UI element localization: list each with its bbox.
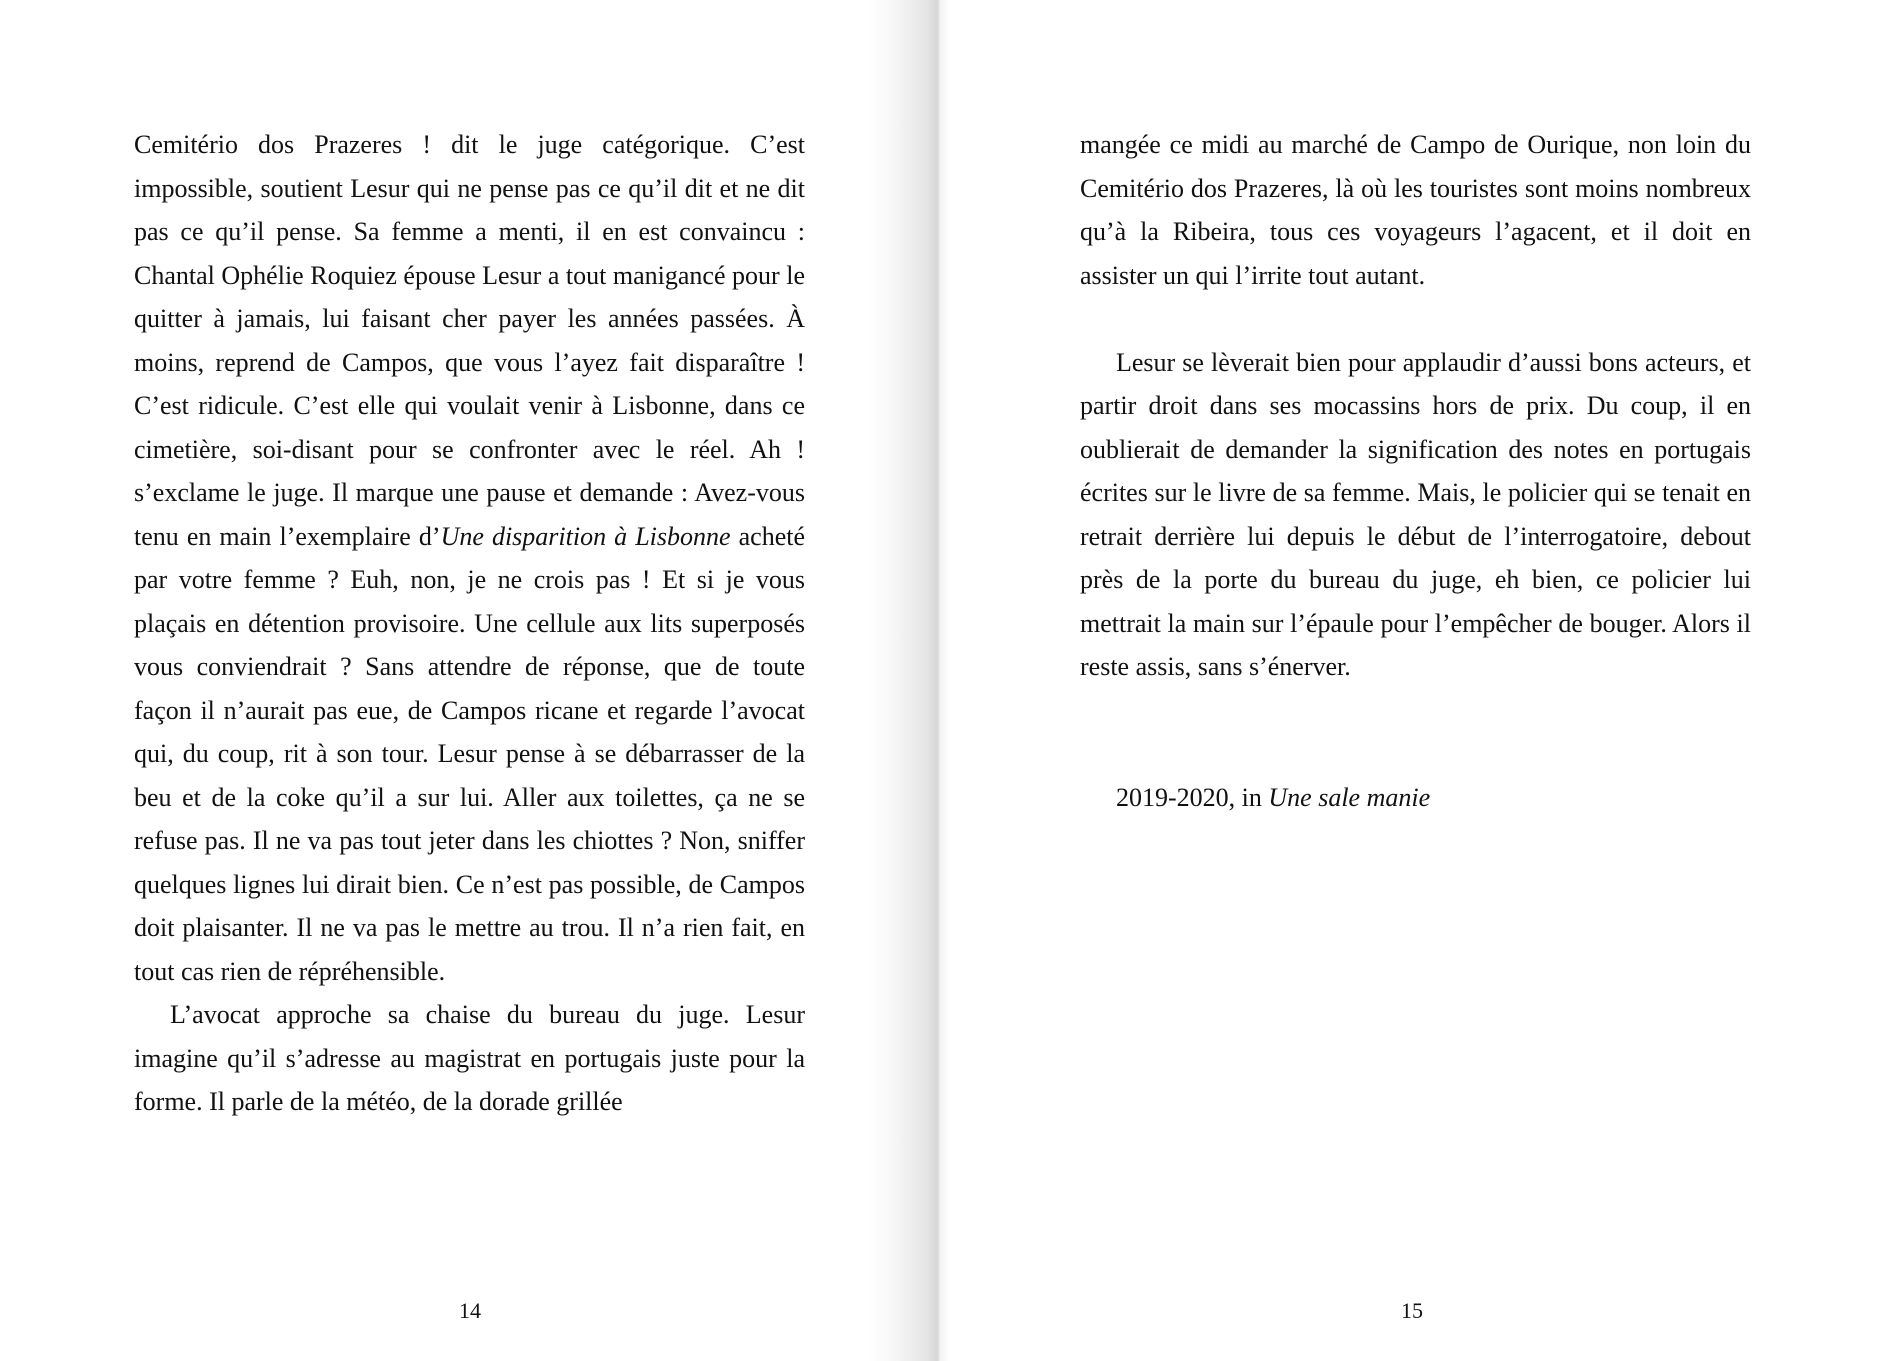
page-number-left: 14 bbox=[459, 1298, 481, 1323]
signature-line bbox=[1080, 776, 1751, 820]
left-paragraph-2: L’avocat approche sa chaise du bureau du juge. Lesur imagine qu’il s’adresse au magistrat en portugais juste pour la forme. Il parle de la météo, de la dorade grillée bbox=[134, 1000, 805, 1116]
signature-prefix: 2019-2020, in bbox=[1116, 782, 1269, 812]
book-title: Une disparition à Lisbonne bbox=[440, 521, 731, 551]
left-paragraph-1-continued: acheté par votre femme ? Euh, non, je ne crois pas ! Et si je vous plaçais en détention provisoire. Une cellule aux lits superposés vous conviendrait ? Sans attendre de réponse, que de toute façon il n’aurait pas eue, de Campos ricane et regarde l’avocat qui, du coup, rit à son tour. Lesur pense à se débarrasser de la beu et de la coke qu’il a sur lui. Aller aux toilettes, ça ne se refuse pas. Il ne va pas tout jeter dans les chiottes ? Non, sniffer quelques lignes lui dirait bien. Ce n’est pas possible, de Campos doit plaisanter. Il ne va pas le mettre au trou. Il n’a rien fait, en tout cas rien de répréhensible. bbox=[134, 521, 805, 986]
right-page bbox=[940, 0, 1878, 1361]
left-paragraph-1-text: Cemitério dos Prazeres ! dit le juge catégorique. C’est impossible, soutient Lesur qui ne pense pas ce qu’il dit et ne dit pas ce qu’il pense. Sa femme a menti, il en est convaincu : Chantal Ophélie Roquiez épouse Lesur a tout manigancé pour le quitter à jamais, lui faisant cher payer les années passées. À moins, reprend de Campos, que vous l’ayez fait disparaître ! C’est ridicule. C’est elle qui voulait venir à Lisbonne, dans ce cimetière, soi-disant pour se confronter avec le réel. Ah ! s’exclame le juge. Il marque une pause et demande : Avez-vous tenu en main l’exemplaire d’ bbox=[134, 130, 805, 551]
left-page-text bbox=[134, 123, 805, 1124]
right-paragraph-2: Lesur se lèverait bien pour applaudir d’aussi bons acteurs, et partir droit dans ses mocassins hors de prix. Du coup, il en oublierait de demander la signification des notes en portugais écrites sur le livre de sa femme. Mais, le policier qui se tenait en retrait derrière lui depuis le début de l’interrogatoire, debout près de la porte du bureau du juge, eh bien, ce policier lui mettrait la main sur l’épaule pour l’empêcher de bouger. Alors il reste assis, sans s’énerver. bbox=[1080, 347, 1751, 681]
right-page-text bbox=[1080, 123, 1751, 819]
page-number-right: 15 bbox=[1401, 1298, 1423, 1323]
section-spacer bbox=[1080, 689, 1751, 776]
right-paragraph-1: mangée ce midi au marché de Campo de Ourique, non loin du Cemitério dos Prazeres, là où les touristes sont moins nombreux qu’à la Ribeira, tous ces voyageurs l’agacent, et il doit en assister un qui l’irrite tout autant. bbox=[1080, 130, 1751, 290]
signature-title: Une sale manie bbox=[1268, 782, 1431, 812]
paragraph-spacer bbox=[1080, 297, 1751, 341]
left-paragraph-1 bbox=[134, 123, 805, 993]
